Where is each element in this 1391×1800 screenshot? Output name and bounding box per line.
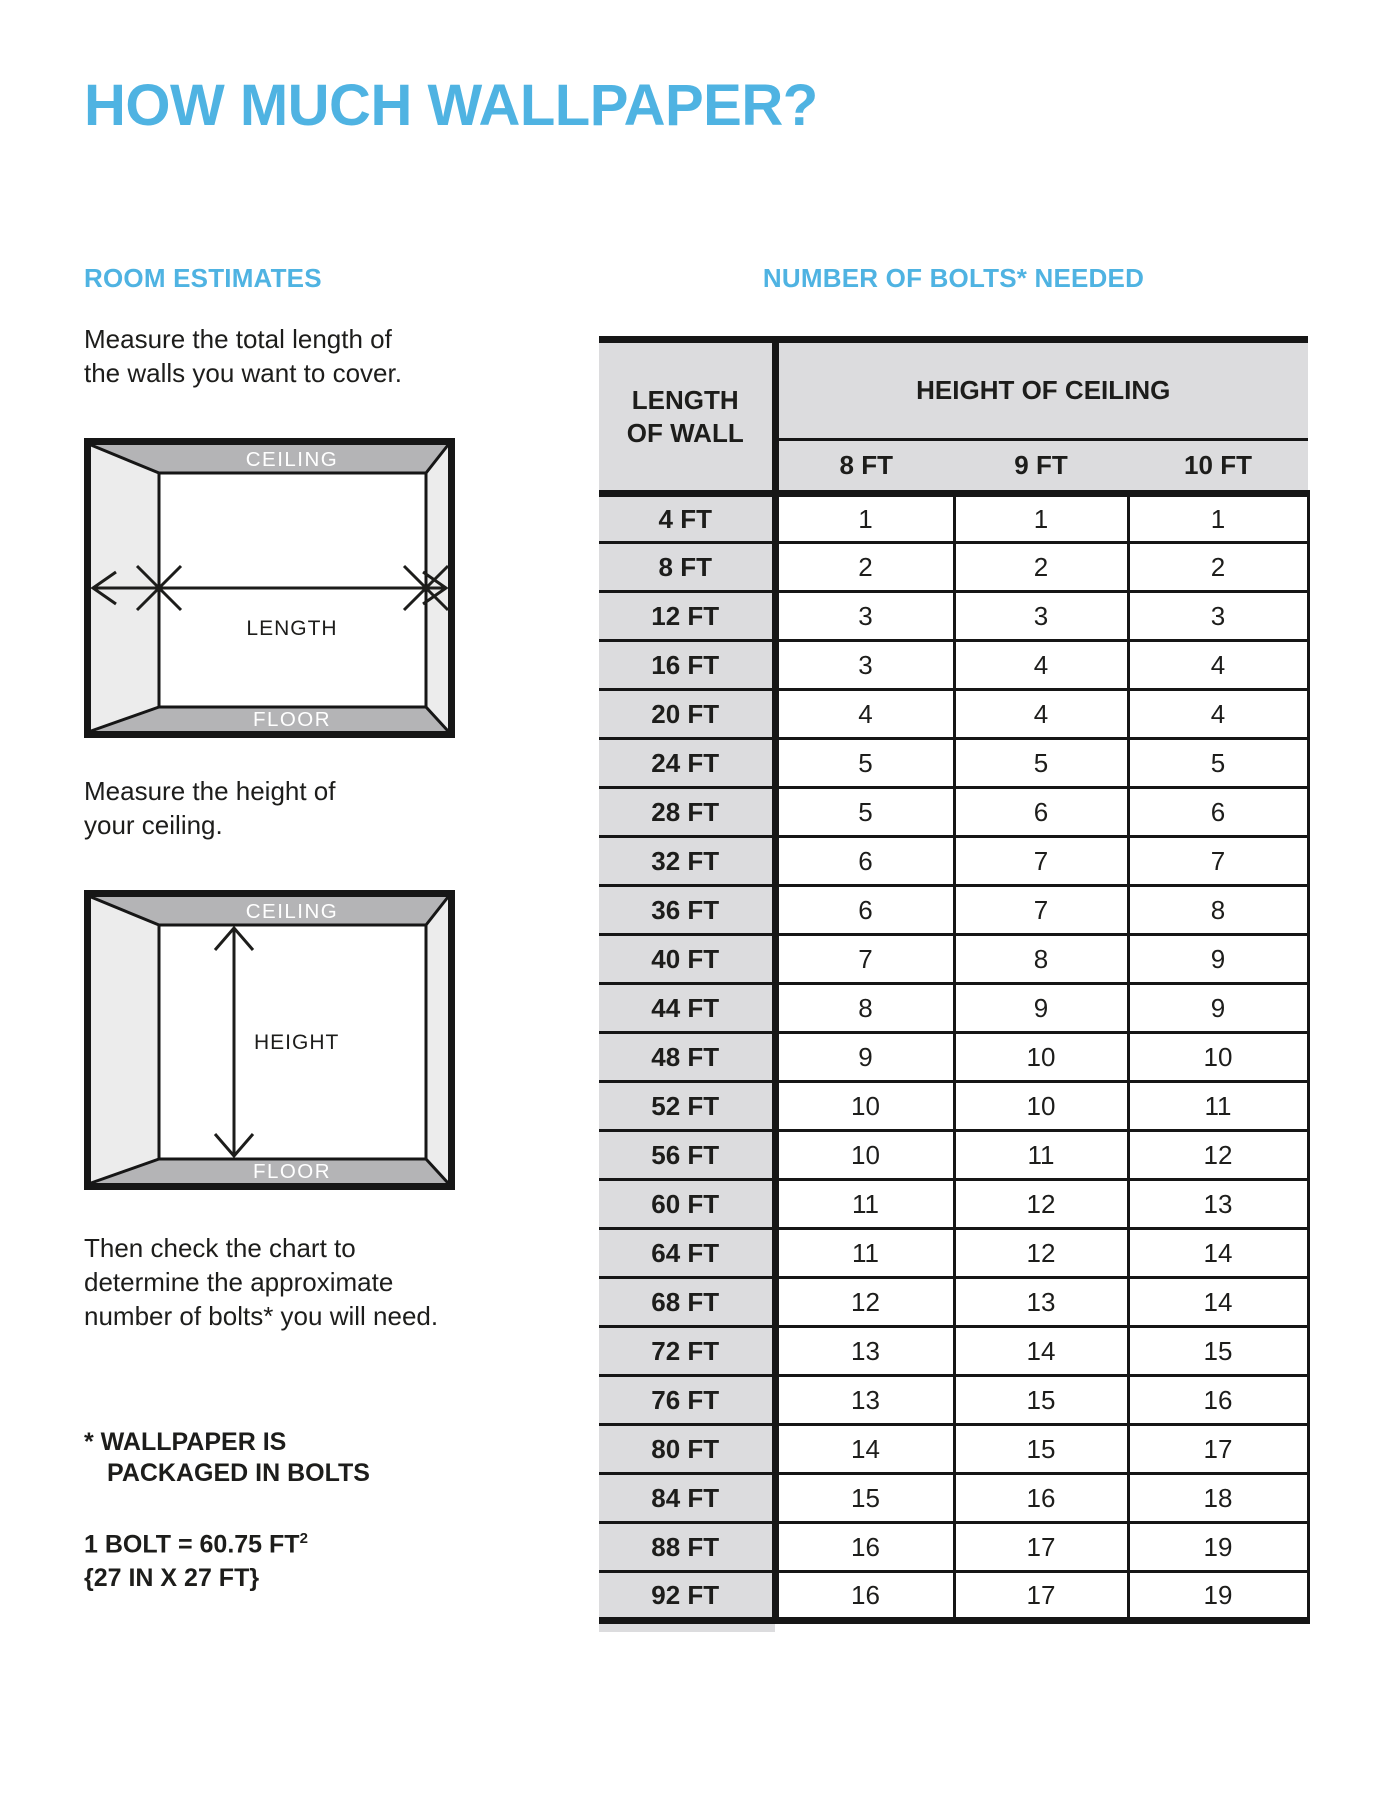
wall-length-cell: 56 FT [599, 1131, 775, 1180]
wall-length-cell: 12 FT [599, 592, 775, 641]
step3-line2: determine the approximate [84, 1267, 394, 1297]
bolt-count-cell: 12 [775, 1278, 954, 1327]
bolt-count-cell: 9 [1128, 935, 1308, 984]
wall-length-cell: 52 FT [599, 1082, 775, 1131]
table-row [599, 1033, 1308, 1082]
table-row [599, 788, 1308, 837]
ceiling-label: CEILING [245, 448, 339, 471]
bolt-count-cell: 13 [1128, 1180, 1308, 1229]
bolt-count-cell: 14 [1128, 1229, 1308, 1278]
table-row [599, 1082, 1308, 1131]
bolt-count-cell: 11 [1128, 1082, 1308, 1131]
page-title: HOW MUCH WALLPAPER? [84, 73, 818, 138]
wall-length-cell: 80 FT [599, 1425, 775, 1474]
bolt-count-cell: 12 [1128, 1131, 1308, 1180]
table-row [599, 494, 1308, 543]
wall-length-cell: 92 FT [599, 1572, 775, 1621]
bolt-count-cell: 16 [775, 1523, 954, 1572]
bolt-count-cell: 7 [954, 886, 1128, 935]
bolt-count-cell: 10 [954, 1033, 1128, 1082]
ceiling-10ft-header: 10 FT [1128, 440, 1308, 494]
table-row [599, 1376, 1308, 1425]
bolt-count-cell: 9 [954, 984, 1128, 1033]
bolt-count-cell: 15 [1128, 1327, 1308, 1376]
wall-length-cell: 68 FT [599, 1278, 775, 1327]
bolt-count-cell: 19 [1128, 1523, 1308, 1572]
table-row [599, 1278, 1308, 1327]
bolt-count-cell: 2 [1128, 543, 1308, 592]
bolt-count-cell: 17 [954, 1572, 1128, 1621]
bolt-count-cell: 15 [954, 1376, 1128, 1425]
table-header-row-1 [599, 340, 1308, 440]
step3-line1: Then check the chart to [84, 1233, 356, 1263]
bolts-footnote [84, 1427, 370, 1489]
bolt-count-cell: 16 [954, 1474, 1128, 1523]
table-row [599, 1131, 1308, 1180]
bolt-count-cell: 16 [1128, 1376, 1308, 1425]
table-row [599, 837, 1308, 886]
bolt-count-cell: 15 [775, 1474, 954, 1523]
bolt-count-cell: 4 [775, 690, 954, 739]
footnote-line1: * WALLPAPER IS [84, 1428, 287, 1456]
bolt-count-cell: 10 [954, 1082, 1128, 1131]
bolt-count-cell: 18 [1128, 1474, 1308, 1523]
table-row [599, 592, 1308, 641]
ceiling-9ft-header: 9 FT [954, 440, 1128, 494]
bolt-count-cell: 6 [775, 837, 954, 886]
bolt-count-cell: 9 [775, 1033, 954, 1082]
wall-length-cell: 4 FT [599, 494, 775, 543]
table-row [599, 1425, 1308, 1474]
bolt-count-cell: 6 [1128, 788, 1308, 837]
bolt-count-cell: 16 [775, 1572, 954, 1621]
length-of-wall-header [599, 340, 775, 494]
wall-length-cell: 16 FT [599, 641, 775, 690]
table-row [599, 543, 1308, 592]
bolt-count-cell: 1 [775, 494, 954, 543]
table-row [599, 641, 1308, 690]
bolts-table-heading: NUMBER OF BOLTS* NEEDED [762, 263, 1145, 293]
bolt-count-cell: 11 [954, 1131, 1128, 1180]
step3-line3: number of bolts* you will need. [84, 1301, 439, 1331]
bolt-count-cell: 11 [775, 1229, 954, 1278]
step2-line1: Measure the height of [84, 776, 336, 806]
bolt-count-cell: 3 [775, 592, 954, 641]
bolt-count-cell: 14 [954, 1327, 1128, 1376]
step2-instruction [84, 774, 336, 842]
bolt-count-cell: 9 [1128, 984, 1308, 1033]
bolt-count-cell: 10 [1128, 1033, 1308, 1082]
bolt-count-cell: 5 [1128, 739, 1308, 788]
bolt-count-cell: 5 [775, 739, 954, 788]
length-header-line2: OF WALL [626, 417, 744, 448]
left-wall [91, 897, 159, 1183]
floor-label: FLOOR [252, 1160, 332, 1183]
bolt-dimensions: {27 IN X 27 FT} [84, 1564, 260, 1593]
ceiling-8ft-header: 8 FT [775, 440, 954, 494]
bolt-count-cell: 3 [954, 592, 1128, 641]
bolt-size-info [84, 1522, 308, 1595]
bolt-count-cell: 2 [954, 543, 1128, 592]
bolt-count-cell: 1 [954, 494, 1128, 543]
table-row [599, 1229, 1308, 1278]
length-room-diagram-svg [84, 438, 455, 738]
wall-length-cell: 88 FT [599, 1523, 775, 1572]
wall-length-cell: 76 FT [599, 1376, 775, 1425]
room-estimates-heading: ROOM ESTIMATES [84, 263, 322, 293]
height-of-ceiling-header: HEIGHT OF CEILING [775, 340, 1308, 440]
height-room-diagram-svg [84, 890, 455, 1190]
wall-length-cell: 44 FT [599, 984, 775, 1033]
length-label: LENGTH [246, 617, 338, 640]
wall-length-cell: 64 FT [599, 1229, 775, 1278]
table-row [599, 886, 1308, 935]
bolts-table-container [599, 336, 1310, 1624]
wall-length-cell: 72 FT [599, 1327, 775, 1376]
bolt-count-cell: 4 [954, 641, 1128, 690]
height-label: HEIGHT [254, 1031, 340, 1054]
bolt-equation-text: 1 BOLT = 60.75 FT [84, 1530, 300, 1559]
table-row [599, 690, 1308, 739]
table-row [599, 984, 1308, 1033]
bolt-count-cell: 19 [1128, 1572, 1308, 1621]
bolt-count-cell: 1 [1128, 494, 1308, 543]
bolt-equation [84, 1522, 308, 1561]
bolt-count-cell: 6 [775, 886, 954, 935]
step3-instruction [84, 1231, 438, 1333]
table-row [599, 1327, 1308, 1376]
footnote-line2: PACKAGED IN BOLTS [107, 1459, 370, 1487]
step1-instruction [84, 322, 402, 390]
right-wall [426, 897, 448, 1183]
length-header-line1: LENGTH [631, 384, 739, 415]
wall-length-cell: 36 FT [599, 886, 775, 935]
bolt-count-cell: 10 [775, 1131, 954, 1180]
bolt-count-cell: 8 [954, 935, 1128, 984]
bolt-count-cell: 5 [954, 739, 1128, 788]
table-row [599, 1572, 1308, 1621]
wall-length-cell: 32 FT [599, 837, 775, 886]
bolt-count-cell: 3 [775, 641, 954, 690]
bolts-table [599, 336, 1310, 1624]
bolt-count-cell: 2 [775, 543, 954, 592]
bolt-count-cell: 4 [1128, 641, 1308, 690]
bolt-count-cell: 12 [954, 1180, 1128, 1229]
table-row [599, 935, 1308, 984]
ceiling-label: CEILING [245, 900, 339, 923]
back-wall [159, 473, 426, 707]
wall-length-cell: 84 FT [599, 1474, 775, 1523]
table-row [599, 1180, 1308, 1229]
bolt-count-cell: 5 [775, 788, 954, 837]
bolt-count-cell: 12 [954, 1229, 1128, 1278]
bolts-table-body [599, 494, 1308, 1621]
bolt-count-cell: 7 [954, 837, 1128, 886]
step1-line1: Measure the total length of [84, 324, 392, 354]
bolt-count-cell: 3 [1128, 592, 1308, 641]
height-room-diagram [84, 890, 455, 1190]
bolt-count-cell: 14 [775, 1425, 954, 1474]
bolt-count-cell: 7 [775, 935, 954, 984]
bolt-count-cell: 17 [1128, 1425, 1308, 1474]
wall-length-cell: 20 FT [599, 690, 775, 739]
bolt-count-cell: 17 [954, 1523, 1128, 1572]
table-row [599, 1474, 1308, 1523]
bolt-count-cell: 13 [775, 1327, 954, 1376]
bolt-count-cell: 13 [954, 1278, 1128, 1327]
bolt-count-cell: 10 [775, 1082, 954, 1131]
bolt-count-cell: 11 [775, 1180, 954, 1229]
wall-length-cell: 48 FT [599, 1033, 775, 1082]
bolt-count-cell: 8 [775, 984, 954, 1033]
step1-line2: the walls you want to cover. [84, 358, 402, 388]
bolt-count-cell: 14 [1128, 1278, 1308, 1327]
bolt-count-cell: 4 [1128, 690, 1308, 739]
bolt-count-cell: 8 [1128, 886, 1308, 935]
bolt-count-cell: 7 [1128, 837, 1308, 886]
floor-label: FLOOR [252, 708, 332, 731]
table-row [599, 1523, 1308, 1572]
bolt-count-cell: 13 [775, 1376, 954, 1425]
wall-length-cell: 40 FT [599, 935, 775, 984]
length-room-diagram [84, 438, 455, 738]
bolt-count-cell: 15 [954, 1425, 1128, 1474]
bolt-count-cell: 6 [954, 788, 1128, 837]
wall-length-cell: 28 FT [599, 788, 775, 837]
wall-length-cell: 24 FT [599, 739, 775, 788]
label-column-footer-tab [599, 1624, 775, 1632]
bolt-equation-exponent: 2 [299, 1530, 308, 1547]
step2-line2: your ceiling. [84, 810, 223, 840]
wall-length-cell: 60 FT [599, 1180, 775, 1229]
wall-length-cell: 8 FT [599, 543, 775, 592]
bolt-count-cell: 4 [954, 690, 1128, 739]
table-row [599, 739, 1308, 788]
